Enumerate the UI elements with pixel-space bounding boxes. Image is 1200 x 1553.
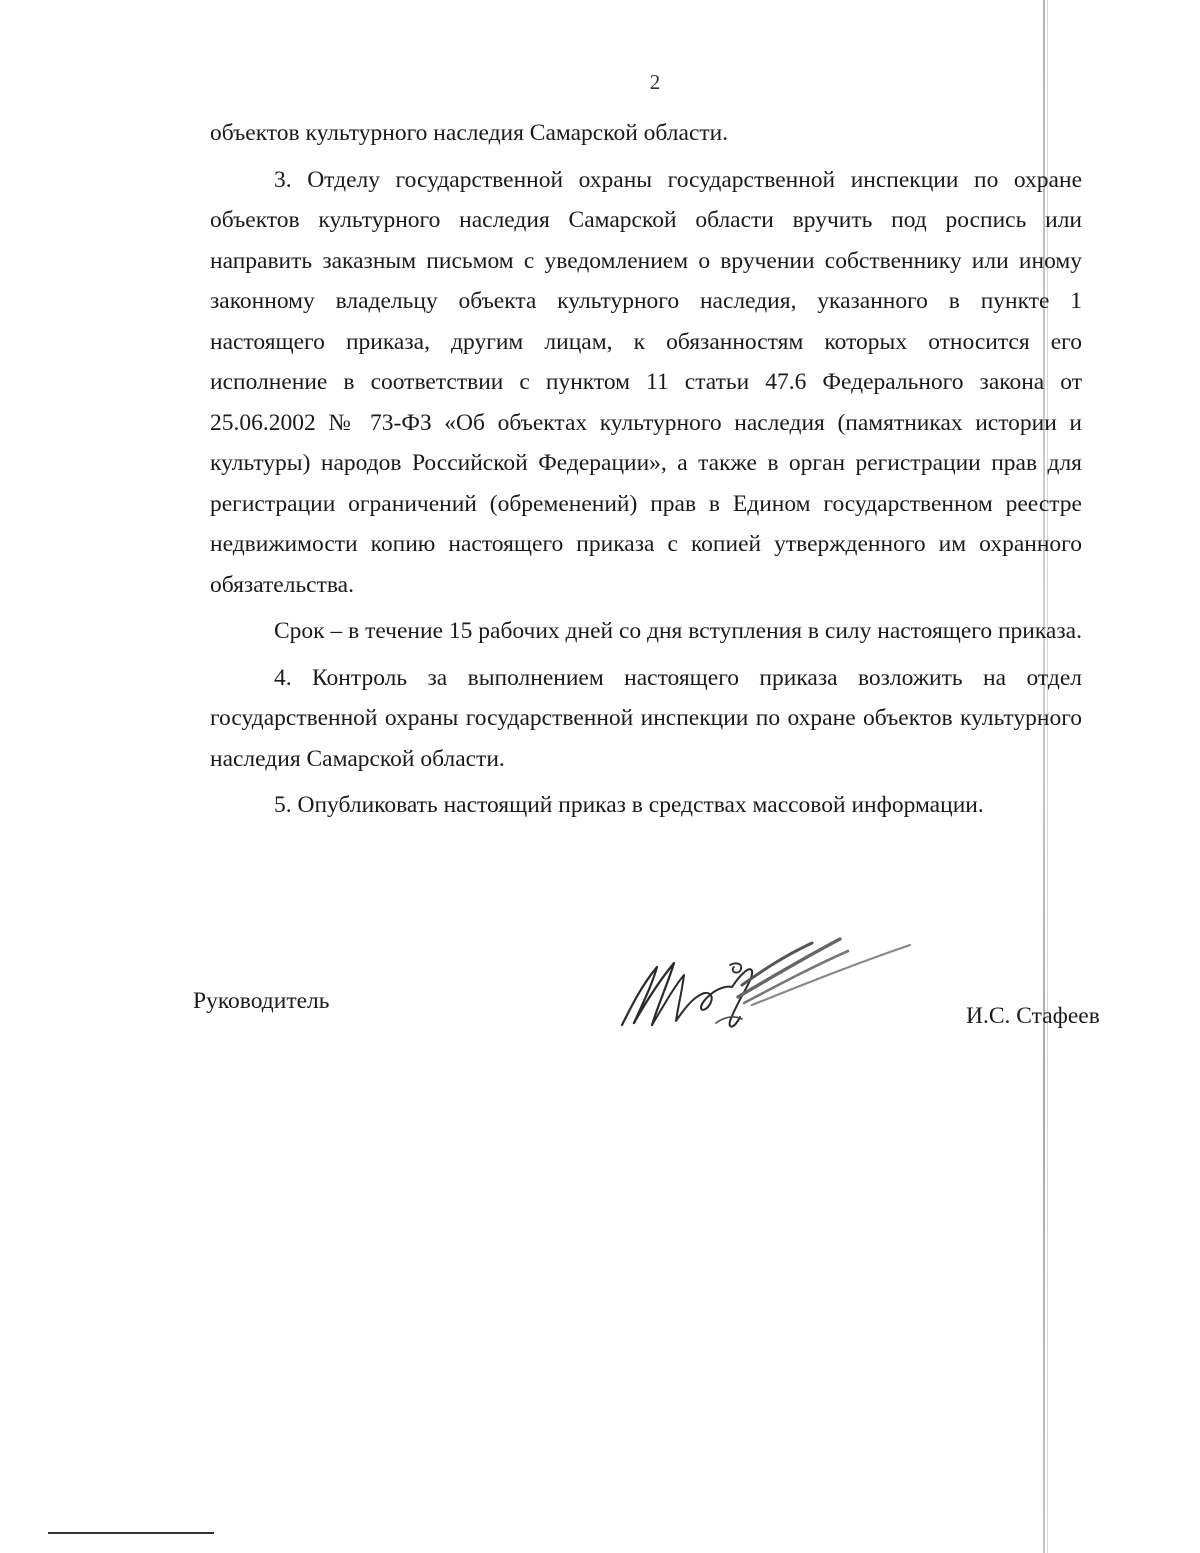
page-number: 2 — [649, 70, 661, 94]
handwritten-signature-icon — [612, 925, 922, 1045]
paragraph-item-5: 5. Опубликовать настоящий приказ в средствах массовой информации. — [274, 792, 984, 818]
signatory-name: И.С. Стафеев — [966, 1003, 1100, 1029]
paragraph-deadline: Срок – в течение 15 рабочих дней со дня вступления в силу настоящего приказа. — [274, 618, 1082, 644]
paragraph-item-4: 4. Контроль за выполнением настоящего приказа возложить на отдел государственной охраны государственной инспекции по охране объектов культурного наследия Самарской области. — [210, 664, 1082, 772]
paragraph-item-3: 3. Отделу государственной охраны государственной инспекции по охране объектов культурного наследия Самарской области вручить под роспись или направить заказным письмом с уведомлением о вручении собственнику или иному законному владельцу объекта культурного наследия, указанного в пункте 1 настоящего приказа, другим лицам, к обязанностям которых относится его исполнение в соответствии с пунктом 11 статьи 47.6 Федерального закона от 25.06.2002 № 73-ФЗ «Об объектах культурного наследия (памятниках истории и культуры) народов Российской Федерации», а также в орган регистрации прав для регистрации ограничений (обременений) прав в Едином государственном реестре недвижимости копию настоящего приказа с копией утвержденного им охранного обязательства. — [210, 166, 1082, 598]
paragraph-continuation: объектов культурного наследия Самарской области. — [210, 120, 729, 146]
footer-rule — [48, 1532, 214, 1534]
document-body — [210, 113, 1082, 826]
signatory-title: Руководитель — [193, 988, 330, 1014]
